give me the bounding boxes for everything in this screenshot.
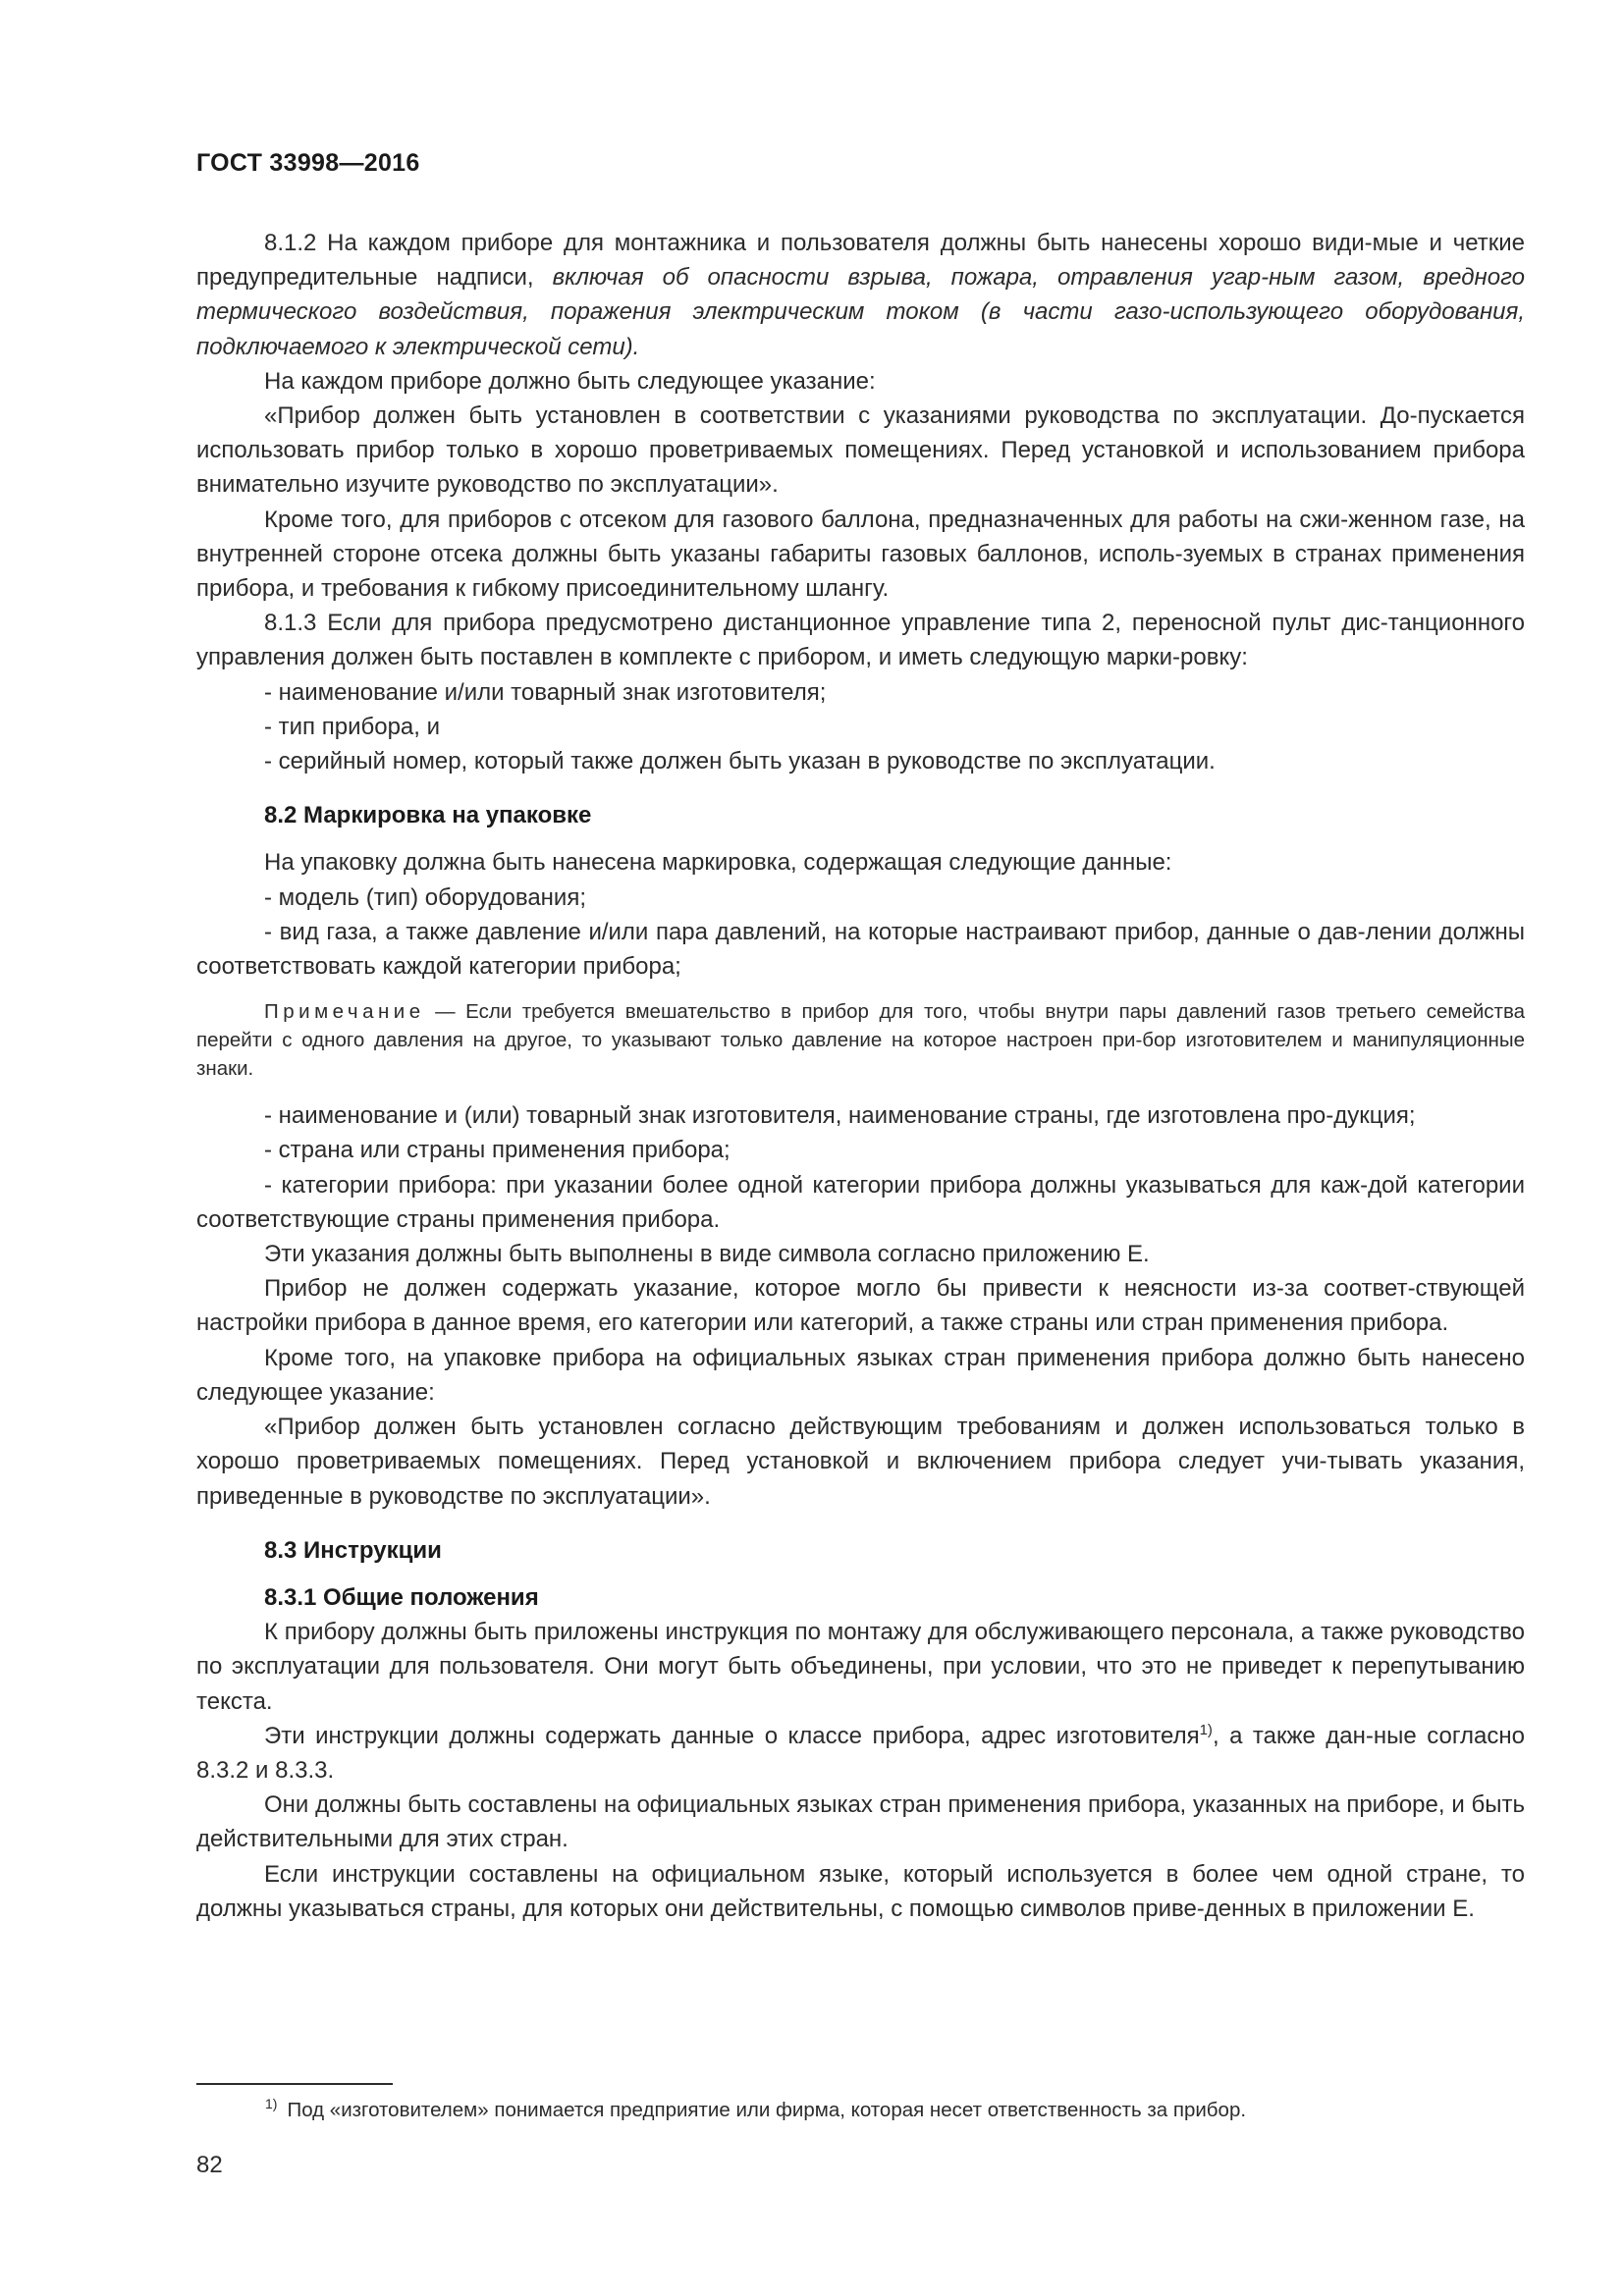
footnote	[265, 2097, 1522, 2124]
paragraph: К прибору должны быть приложены инструкция по монтажу для обслуживающего персонала, а также руководство по эксплуатации для пользователя. Они могут быть объединены, при условии, что это не приведет к перепутыванию текста.	[196, 1619, 1525, 1715]
footnote-reference[interactable]: 1)	[1199, 1721, 1213, 1738]
paragraph: Кроме того, на упаковке прибора на официальных языках стран применения прибора должно быть нанесено следующее указание:	[196, 1344, 1525, 1406]
note-label: Примечание	[264, 1000, 425, 1024]
section-heading-8-3: 8.3 Инструкции	[264, 1536, 442, 1564]
subsection-heading-8-3-1: 8.3.1 Общие положения	[264, 1583, 539, 1611]
list-item: - страна или страны применения прибора;	[264, 1137, 731, 1164]
paragraph: На каждом приборе должно быть следующее указание:	[264, 367, 876, 395]
list-item: - наименование и/или товарный знак изготовителя;	[264, 678, 827, 706]
list-item: - модель (тип) оборудования;	[264, 883, 586, 911]
list-item: - серийный номер, который также должен быть указан в руководстве по эксплуатации.	[264, 748, 1216, 775]
quote-paragraph: «Прибор должен быть установлен в соответствии с указаниями руководства по эксплуатации. До-пускается использовать прибор только в хорошо проветриваемых помещениях. Перед установкой и использованием прибора внимательно изучите руководство по эксплуатации».	[196, 402, 1525, 499]
paragraph: Эти указания должны быть выполнены в виде символа согласно приложению Е.	[264, 1241, 1150, 1268]
paragraph: На упаковку должна быть нанесена маркировка, содержащая следующие данные:	[264, 849, 1172, 877]
document-header: ГОСТ 33998—2016	[196, 149, 420, 177]
paragraph: Кроме того, для приборов с отсеком для газового баллона, предназначенных для работы на сжи-женном газе, на внутренней стороне отсека должны быть указаны габариты газовых баллонов, исполь-зуемых в странах применения прибора, и требования к гибкому присоединительному шлангу.	[196, 506, 1525, 603]
paragraph-8-1-2-text: 8.1.2 На каждом приборе для монтажника и пользователя должны быть нанесены хорошо види-мые и четкие предупредительные надписи,	[196, 230, 1525, 292]
list-item: - наименование и (или) товарный знак изготовителя, наименование страны, где изготовлена про-дукция;	[264, 1102, 1416, 1130]
note-text: — Если требуется вмешательство в прибор для того, чтобы внутри пары давлений газов третьего семейства перейти с одного давления на другое, то указывают только давление на которое настроен при-бор изготовителем и манипуляционные знаки.	[196, 1000, 1525, 1081]
note	[196, 997, 1525, 1083]
paragraph: Они должны быть составлены на официальных языках стран применения прибора, указанных на приборе, и быть действительными для этих стран.	[196, 1791, 1525, 1853]
paragraph-8-1-2	[196, 226, 1525, 364]
paragraph-with-footnote-ref	[196, 1719, 1525, 1788]
list-item: - категории прибора: при указании более одной категории прибора должны указываться для каж-дой категории соответствующие страны применения прибора.	[196, 1171, 1525, 1233]
paragraph-8-1-3: 8.1.3 Если для прибора предусмотрено дистанционное управление типа 2, переносной пульт дис-танционного управления должен быть поставлен в комплекте с прибором, и иметь следующую марки-ровку:	[196, 610, 1525, 671]
footnote-separator	[196, 2083, 393, 2085]
footnote-text: Под «изготовителем» понимается предприятие или фирма, которая несет ответственность за прибор.	[287, 2099, 1247, 2121]
paragraph-text: Эти инструкции должны содержать данные о классе прибора, адрес изготовителя	[264, 1722, 1200, 1749]
section-heading-8-2: 8.2 Маркировка на упаковке	[264, 802, 592, 829]
list-item: - вид газа, а также давление и/или пара давлений, на которые настраивают прибор, данные о дав-лении должны соответствовать каждой категории прибора;	[196, 918, 1525, 981]
page-number: 82	[196, 2152, 223, 2178]
paragraph-text: , а также дан-ные согласно 8.3.2 и 8.3.3.	[196, 1722, 1526, 1784]
quote-paragraph: «Прибор должен быть установлен согласно действующим требованиям и должен использоваться только в хорошо проветриваемых помещениях. Перед установкой и включением прибора следует учи-тывать указания, приведенные в руководстве по эксплуатации».	[196, 1414, 1525, 1510]
footnote-marker: 1)	[265, 2096, 278, 2112]
list-item: - тип прибора, и	[264, 713, 441, 740]
page-body	[196, 226, 1525, 1926]
paragraph: Если инструкции составлены на официальном языке, который используется в более чем одной стране, то должны указываться страны, для которых они действительны, с помощью символов приве-денных в приложении Е.	[196, 1860, 1525, 1922]
paragraph-8-1-2-italic: включая об опасности взрыва, пожара, отравления угар-ным газом, вредного термического воздействия, поражения электрическим током (в части газо-использующего оборудования, подключаемого к электрической сети).	[196, 264, 1525, 360]
paragraph: Прибор не должен содержать указание, которое могло бы привести к неясности из-за соответ-ствующей настройки прибора в данное время, его категории или категорий, а также страны или стран применения прибора.	[196, 1275, 1525, 1337]
